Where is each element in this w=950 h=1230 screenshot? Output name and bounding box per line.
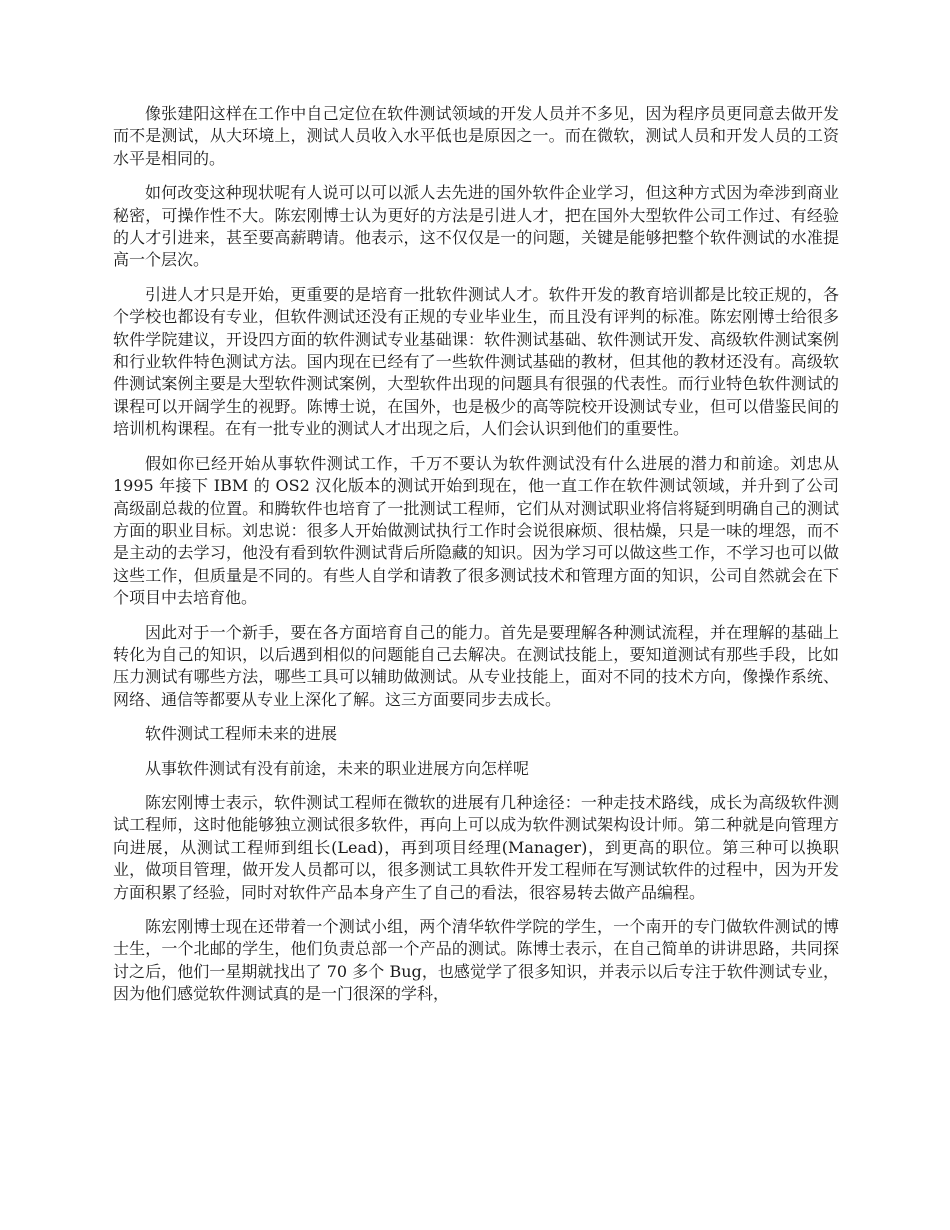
paragraph-5: 因此对于一个新手，要在各方面培育自己的能力。首先是要理解各种测试流程，并在理解的基础上转化为自己的知识，以后遇到相似的问题能自己去解决。在测试技能上，要知道测试有那些手段，比如压力测试有哪些方法，哪些工具可以辅助做测试。从专业技能上，面对不同的技术方向，像操作系统、网络、通信等都要从专业上深化了解。这三方面要同步去成长。 xyxy=(113,622,839,709)
document-body xyxy=(113,103,839,1018)
paragraph-2: 如何改变这种现状呢有人说可以可以派人去先进的国外软件企业学习，但这种方式因为牵涉到商业秘密，可操作性不大。陈宏刚博士认为更好的方法是引进人才，把在国外大型软件公司工作过、有经验的人才引进来，甚至要高薪聘请。他表示，这不仅仅是一的问题，关键是能够把整个软件测试的水准提高一个层次。 xyxy=(113,183,839,270)
paragraph-8: 陈宏刚博士表示，软件测试工程师在微软的进展有几种途径：一种走技术路线，成长为高级软件测试工程师，这时他能够独立测试很多软件，再向上可以成为软件测试架构设计师。第二种就是向管理方向进展，从测试工程师到组长(Lead)，再到项目经理(Manager)，到更高的职位。第三种可以换职业，做项目管理，做开发人员都可以，很多测试工具软件开发工程师在写测试软件的过程中，因为开发方面积累了经验，同时对软件产品本身产生了自己的看法，很容易转去做产品编程。 xyxy=(113,792,839,902)
section-question: 从事软件测试有没有前途，未来的职业进展方向怎样呢 xyxy=(145,758,530,778)
paragraph-3: 引进人才只是开始，更重要的是培育一批软件测试人才。软件开发的教育培训都是比较正规的，各个学校也都设有专业，但软件测试还没有正规的专业毕业生，而且没有评判的标准。陈宏刚博士给很多软件学院建议，开设四方面的软件测试专业基础课：软件测试基础、软件测试开发、高级软件测试案例和行业软件特色测试方法。国内现在已经有了一些软件测试基础的教材，但其他的教材还没有。高级软件测试案例主要是大型软件测试案例，大型软件出现的问题具有很强的代表性。而行业特色软件测试的课程可以开阔学生的视野。陈博士说，在国外，也是极少的高等院校开设测试专业，但可以借鉴民间的培训机构课程。在有一批专业的测试人才出现之后，人们会认识到他们的重要性。 xyxy=(113,284,839,439)
paragraph-4: 假如你已经开始从事软件测试工作，千万不要认为软件测试没有什么进展的潜力和前途。刘忠从 1995 年接下 IBM 的 OS2 汉化版本的测试开始到现在，他一直工作在软件测试领域，并升到了公司高级副总裁的位置。和腾软件也培育了一批测试工程师，它们从对测试职业将信将疑到明确自己的测试方面的职业目标。刘忠说：很多人开始做测试执行工作时会说很麻烦、很枯燥，只是一味的埋怨，而不是主动的去学习，他没有看到软件测试背后所隐藏的知识。因为学习可以做这些工作，不学习也可以做这些工作，但质量是不同的。有些人自学和请教了很多测试技术和管理方面的知识，公司自然就会在下个项目中去培育他。 xyxy=(113,453,839,608)
paragraph-9: 陈宏刚博士现在还带着一个测试小组，两个清华软件学院的学生，一个南开的专门做软件测试的博士生，一个北邮的学生，他们负责总部一个产品的测试。陈博士表示，在自己简单的讲讲思路，共同探讨之后，他们一星期就找出了 70 多个 Bug，也感觉学了很多知识，并表示以后专注于软件测试专业，因为他们感觉软件测试真的是一门很深的学科， xyxy=(113,917,839,1004)
paragraph-1: 像张建阳这样在工作中自己定位在软件测试领域的开发人员并不多见，因为程序员更同意去做开发而不是测试，从大环境上，测试人员收入水平低也是原因之一。而在微软，测试人员和开发人员的工资水平是相同的。 xyxy=(113,104,839,168)
section-heading: 软件测试工程师未来的进展 xyxy=(145,724,338,744)
